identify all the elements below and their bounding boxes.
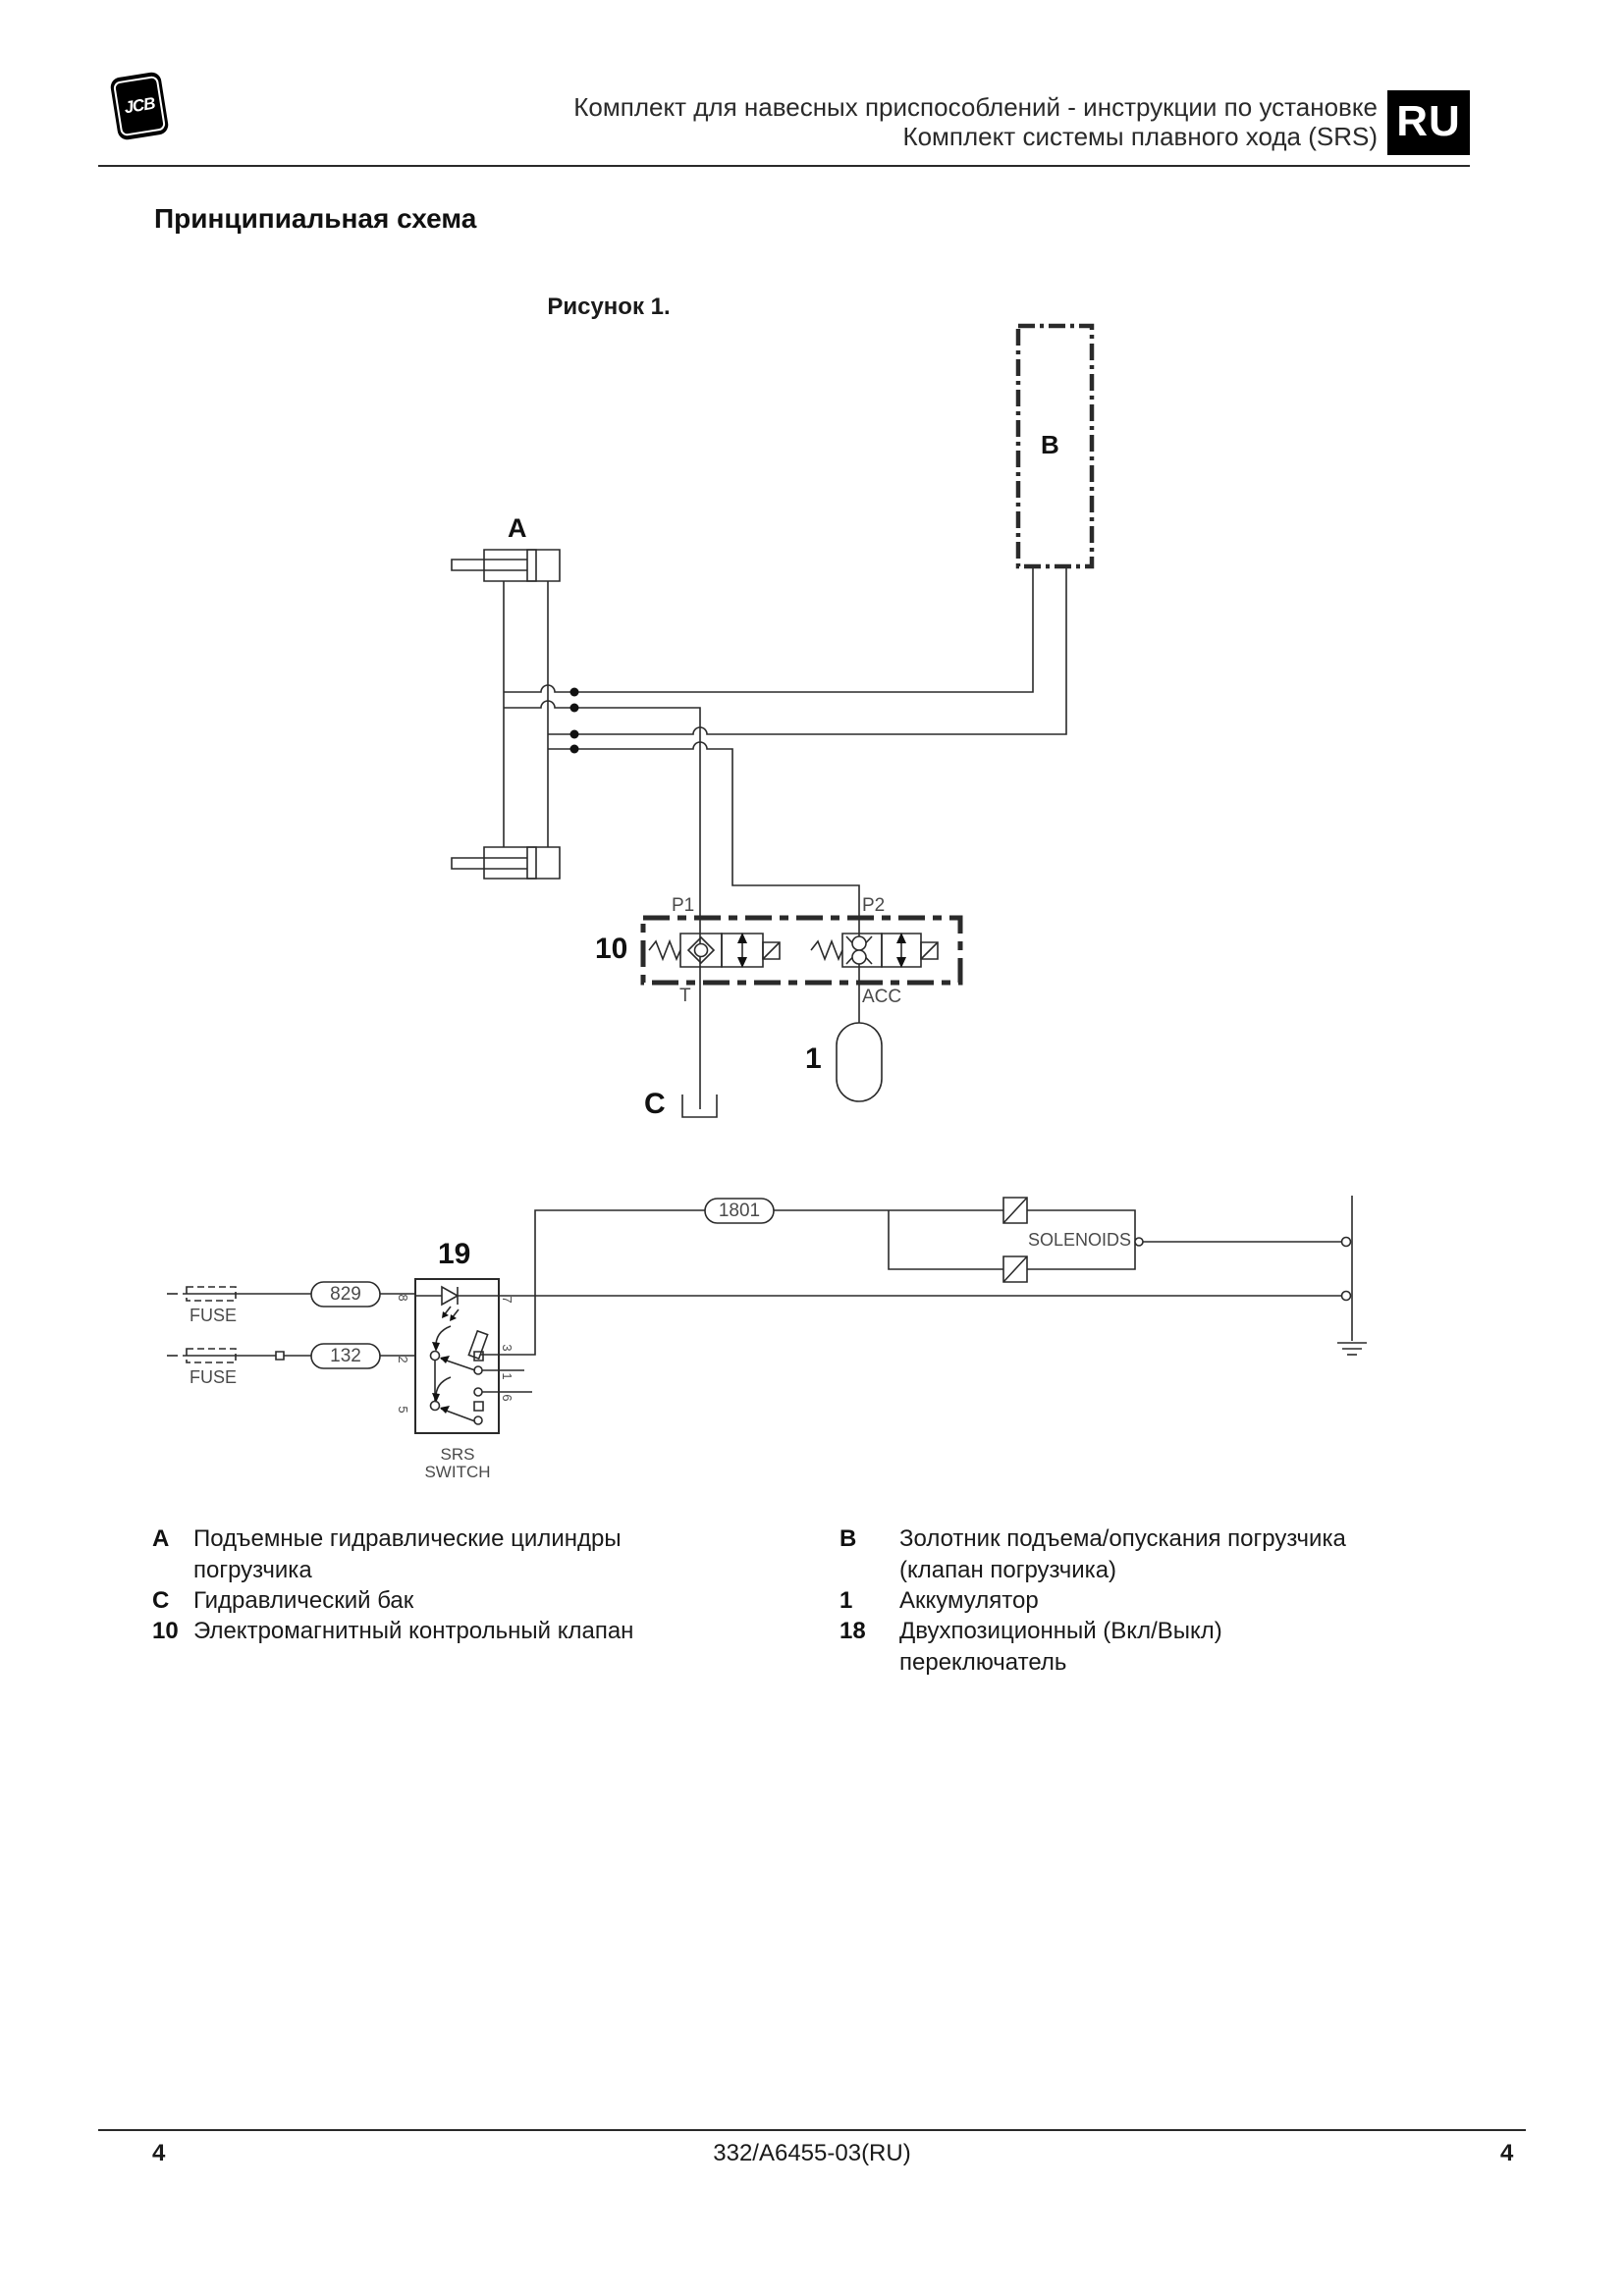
pin-8: 8 <box>396 1294 410 1302</box>
legend-text: Двухпозиционный (Вкл/Выкл) <box>899 1618 1222 1644</box>
legend-key: C <box>152 1587 170 1614</box>
legend-key: A <box>152 1525 170 1552</box>
pin-1: 1 <box>500 1372 514 1380</box>
label-valve-10: 10 <box>595 933 628 965</box>
label-tank-c: C <box>644 1088 666 1120</box>
port-label-acc: ACC <box>862 987 902 1007</box>
ground-symbol <box>1337 1196 1367 1355</box>
wire-number-132: 132 <box>330 1346 361 1366</box>
legend-text: Аккумулятор <box>899 1587 1039 1614</box>
pin-2: 2 <box>396 1356 410 1363</box>
header-title-line1: Комплект для навесных приспособлений - инструкции по установке <box>573 92 1378 122</box>
pin-3: 3 <box>500 1344 514 1352</box>
header-title-line2: Комплект системы плавного хода (SRS) <box>902 122 1378 151</box>
figure-caption: Рисунок 1. <box>547 294 671 320</box>
legend-key: 10 <box>152 1618 179 1644</box>
hydraulic-lines <box>504 567 1066 1109</box>
srs-switch-box <box>415 1279 532 1433</box>
legend-text: погрузчика <box>193 1557 312 1583</box>
accumulator-symbol <box>837 1023 882 1101</box>
legend-text: Золотник подъема/опускания погрузчика <box>899 1525 1346 1552</box>
srs-switch-label-line2: SWITCH <box>424 1463 491 1481</box>
pin-5: 5 <box>396 1406 410 1414</box>
wire-1801 <box>480 1210 1003 1355</box>
footer-page-number-left: 4 <box>152 2140 166 2166</box>
valve-p2 <box>811 933 938 968</box>
hydraulic-cylinder-bottom <box>452 847 560 879</box>
legend-text: (клапан погрузчика) <box>899 1557 1117 1583</box>
label-switch-19: 19 <box>438 1238 471 1270</box>
label-accumulator-1: 1 <box>805 1042 822 1075</box>
legend-key: B <box>839 1525 857 1552</box>
footer-rule <box>98 2129 1526 2131</box>
fuse-1 <box>167 1287 240 1301</box>
page-title: Принципиальная схема <box>154 203 477 234</box>
label-loader-valve-b: B <box>1041 430 1059 459</box>
fuse-2 <box>167 1349 240 1362</box>
footer-page-number-right: 4 <box>1500 2140 1514 2166</box>
fuse-label-1: FUSE <box>189 1306 238 1325</box>
wire-number-1801: 1801 <box>718 1201 761 1221</box>
footer-doc-number: 332/A6455-03(RU) <box>713 2140 911 2166</box>
jcb-logo-text: JCB <box>123 93 156 118</box>
legend-key: 18 <box>839 1618 866 1644</box>
hydraulic-cylinder-top <box>452 550 560 581</box>
port-label-p2: P2 <box>862 895 886 916</box>
label-cylinders-a: A <box>508 513 527 543</box>
legend-key: 1 <box>839 1587 853 1614</box>
control-valve-block <box>643 918 960 983</box>
legend-text: Гидравлический бак <box>193 1587 414 1614</box>
language-badge: RU <box>1387 90 1470 155</box>
valve-p1 <box>649 933 780 968</box>
legend-text: переключатель <box>899 1649 1067 1676</box>
fuse-label-2: FUSE <box>189 1367 238 1387</box>
legend-text: Подъемные гидравлические цилиндры <box>193 1525 622 1552</box>
legend-text: Электромагнитный контрольный клапан <box>193 1618 634 1644</box>
srs-switch-label-line1: SRS <box>440 1445 475 1464</box>
wire-number-829: 829 <box>330 1284 361 1305</box>
solenoids-label: SOLENOIDS <box>1028 1230 1132 1250</box>
port-label-p1: P1 <box>672 895 695 916</box>
pin-6: 6 <box>500 1394 514 1402</box>
connector-132 <box>276 1352 284 1360</box>
pin-7: 7 <box>500 1296 514 1304</box>
port-label-t: T <box>679 986 691 1006</box>
